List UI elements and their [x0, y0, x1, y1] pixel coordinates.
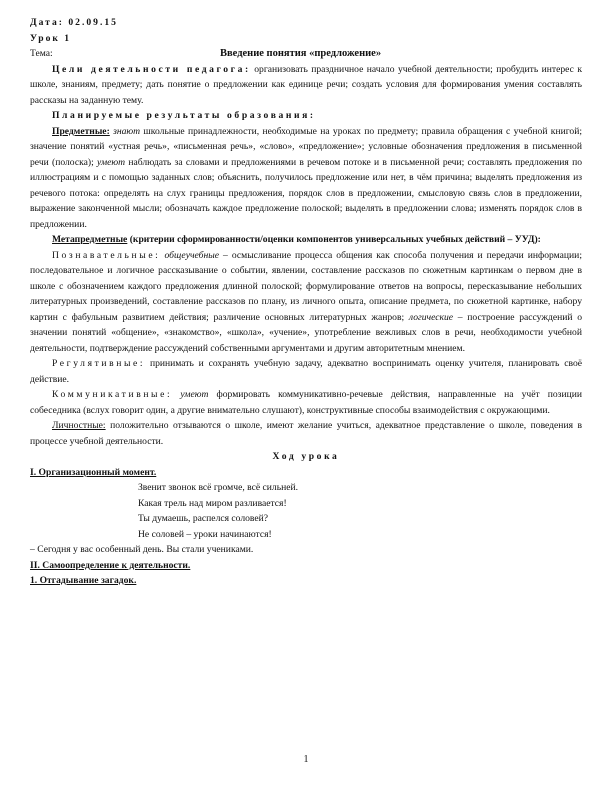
course-heading: Ход урока [272, 451, 340, 462]
subject-text-2: наблюдать за словами и предложениями в речевом потоке и в письменной речи; составлять предложения по иллюстрациям и с помощью заданных слов; объяснить, получилось предложение или нет, в чём причина; выделять предложения из речевого потока: определять на слух границы предложения, порядок слов в предложении, смысловую связь слов в предложении, выражение законченной мысли; обозначать каждое предложение полоской; выделять в предложении слова; изменять порядок слов в предложении. [30, 156, 582, 230]
subject-text-1: школьные принадлежности, необходимые на уроках по предмету; правила обращения с учебной книгой; значение понятий «устная речь», «письменная речь», «слово», «предложение»; условные обозначения предложения в письменной речи (полоска); [30, 125, 583, 168]
subject-know-word: знают [113, 125, 141, 137]
poem-line: Ты думаешь, распелся соловей? [138, 513, 269, 524]
regulatory-paragraph [30, 356, 582, 387]
personal-paragraph [30, 418, 582, 449]
subsection-riddles: 1. Отгадывание загадок. [30, 575, 137, 586]
personal-label: Личностные: [52, 420, 106, 431]
personal-text: положительно отзываются о школе, имеют желание учиться, адекватное представление о школе, поведения в процессе учебной деятельности. [30, 420, 582, 447]
regulatory-label: Регулятивные: [52, 358, 146, 369]
communicative-can-word: умеют [180, 389, 209, 400]
section-self-determination: II. Самоопределение к деятельности. [30, 559, 191, 571]
lesson-date: Дата: 02.09.15 [30, 17, 118, 28]
communicative-paragraph [30, 387, 582, 418]
poem-line: Какая трель над миром разливается! [138, 497, 287, 509]
goals-label: Цели деятельности педагога: [52, 63, 251, 75]
regulatory-text: принимать и сохранять учебную задачу, адекватно воспринимать оценку учителя, планировать своё действие. [30, 358, 583, 385]
cognitive-paragraph [30, 248, 582, 357]
cognitive-general-word: общеучебные [164, 249, 219, 261]
page-number: 1 [303, 754, 309, 765]
subject-results-paragraph [30, 124, 582, 233]
cognitive-text-2: – построение рассуждений о значении понятий «общение», «знакомство», «школа», «учение», употребление вежливых слов в речи, необходимости учебной деятельности, подтверждение рассуждений собственными аргументами и другим авторитетным мнением. [30, 311, 583, 354]
results-heading: Планируемые результаты образования: [52, 110, 316, 121]
communicative-label: Коммуникативные: [52, 389, 173, 400]
cognitive-logic-word: логические [408, 311, 454, 323]
cognitive-label: Познавательные: [52, 249, 161, 261]
goals-paragraph [30, 62, 582, 109]
section-organizational: I. Организационный момент. [30, 466, 157, 478]
lesson-number: Урок 1 [30, 32, 72, 44]
goals-text: организовать праздничное начало учебной деятельности; пробудить интерес к школе, знаниям, предмету; дать понятие о предложении как единице речи; создать условия для формирования умения составлять рассказы на заданную тему. [30, 63, 583, 106]
meta-label: Метапредметные [52, 234, 128, 245]
topic-row [30, 46, 582, 62]
topic-title: Введение понятия «предложение» [220, 48, 382, 59]
poem-line: Звенит звонок всё громче, всё сильней. [138, 482, 298, 493]
poem-line: Не соловей – уроки начинаются! [138, 528, 272, 540]
topic-label: Тема: [30, 48, 53, 59]
meta-text: (критерии сформированности/оценки компонентов универсальных учебных действий – УУД): [129, 234, 541, 245]
document-body [30, 15, 582, 589]
subject-label: Предметные: [52, 125, 110, 137]
teacher-remark: – Сегодня у вас особенный день. Вы стали учениками. [30, 544, 254, 555]
subject-can-word: умеют [97, 156, 126, 168]
meta-results-paragraph [30, 232, 582, 248]
communicative-text: формировать коммуникативно-речевые действия, направленные на учёт позиции собеседника (вслух говорит один, а другие внимательно слушают), конструктивные способы взаимодействия с окружающими. [30, 389, 582, 416]
cognitive-text-1: – осмысливание процесса общения как способа получения и передачи информации; последовательное и логичное рассказывание о событии, явлении, составление рассказов по сюжетным картинкам о первом дне в школе с обозначением каждого предложения длинной полоской; формулирование ответов на вопросы, пересказывание небольших литературных произведений, составление рассказов по плану, из личного опыта, описание предмета, по сюжетной картинке, набору картин с фабульным развитием действия; различение основных литературных жанров; [30, 249, 582, 323]
